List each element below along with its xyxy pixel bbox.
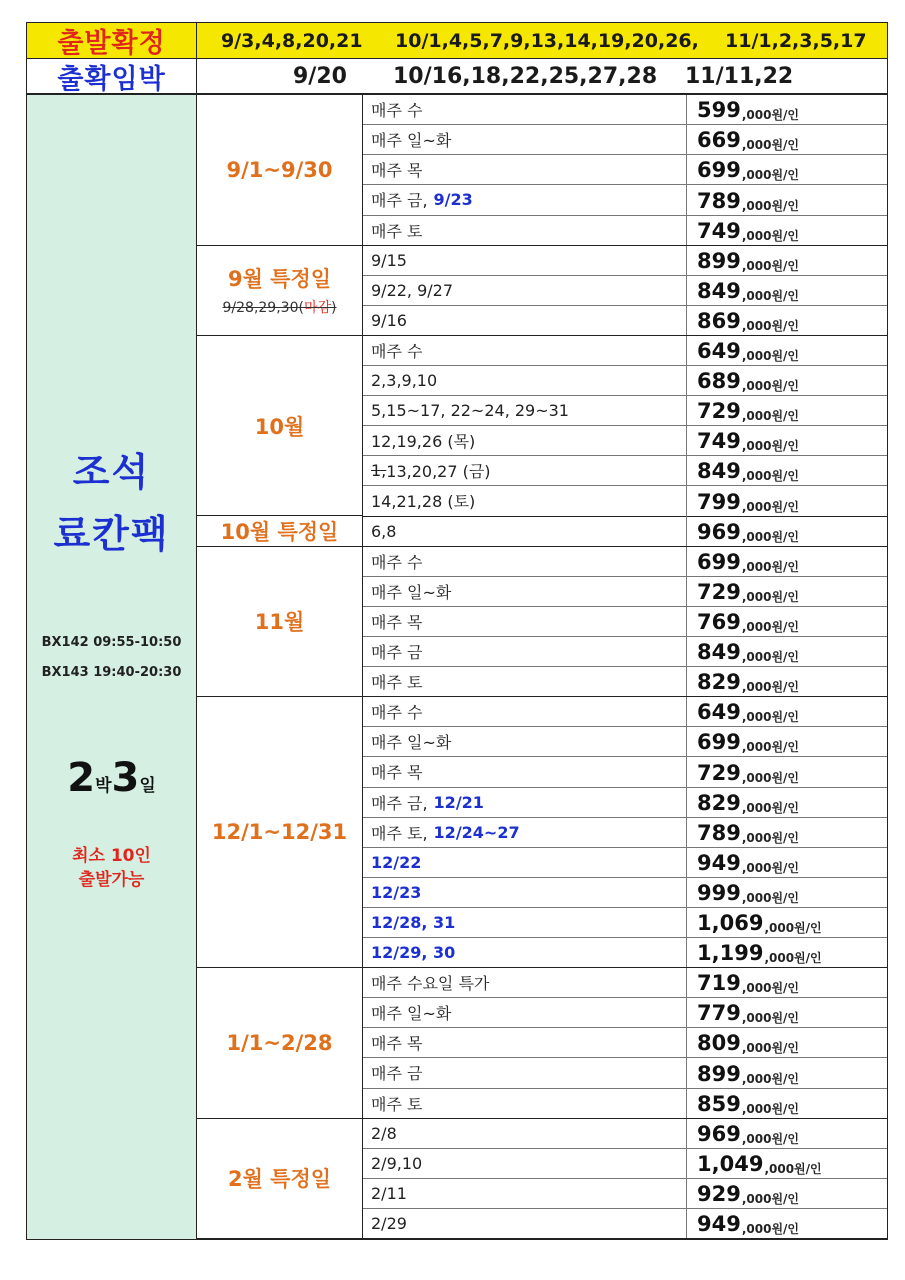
row-date-label xyxy=(363,1028,687,1057)
price-unit: ,000원/인 xyxy=(741,559,800,574)
price-unit: ,000원/인 xyxy=(741,1101,800,1116)
price-value: 719 xyxy=(697,971,741,996)
date-text: 2/8 xyxy=(371,1123,397,1143)
date-text: 매주 수 xyxy=(371,703,423,723)
price-value: 899 xyxy=(697,248,741,273)
price-row xyxy=(363,1088,887,1118)
row-price xyxy=(697,95,799,124)
date-text: 5,15~17, 22~24, 29~31 xyxy=(371,401,569,421)
outbound-flight: BX142 09:55-10:50 xyxy=(41,635,182,650)
row-price xyxy=(697,938,822,967)
price-unit: ,000원/인 xyxy=(741,258,800,273)
row-date-label xyxy=(363,818,687,847)
row-price xyxy=(697,757,799,786)
price-unit: ,000원/인 xyxy=(741,740,800,755)
price-row xyxy=(363,1179,887,1209)
row-price xyxy=(697,667,799,696)
price-unit: ,000원/인 xyxy=(741,981,800,996)
price-row xyxy=(363,306,887,336)
row-date-label xyxy=(363,276,687,305)
date-text: 매주 목 xyxy=(371,612,423,632)
row-price xyxy=(697,185,799,214)
row-date-label xyxy=(363,125,687,154)
price-row xyxy=(363,637,887,667)
imminent-dates-sep: 9/20 xyxy=(293,63,347,89)
period-block xyxy=(197,697,363,968)
row-date-label xyxy=(363,366,687,395)
price-unit: ,000원/인 xyxy=(764,921,822,936)
special-date: 12/29, 30 xyxy=(371,943,456,963)
price-unit: ,000원/인 xyxy=(741,1222,800,1237)
min-people-note-2: 출발가능 xyxy=(78,870,145,890)
price-value: 749 xyxy=(697,429,741,454)
row-date-label xyxy=(363,215,687,244)
row-price xyxy=(697,366,799,395)
price-value: 729 xyxy=(697,399,741,424)
price-value: 809 xyxy=(697,1031,741,1056)
price-row xyxy=(363,1028,887,1058)
price-value: 789 xyxy=(697,188,741,213)
days-unit: 일 xyxy=(139,776,156,796)
date-text: 2,3,9,10 xyxy=(371,371,438,391)
row-date-label xyxy=(363,1179,687,1208)
date-text: 매주 수 xyxy=(371,552,423,572)
row-price xyxy=(697,246,799,275)
price-row xyxy=(363,125,887,155)
row-date-label xyxy=(363,697,687,726)
date-text: 2/9,10 xyxy=(371,1153,423,1173)
price-unit: ,000원/인 xyxy=(741,770,800,785)
row-price xyxy=(697,1179,799,1208)
row-date-label xyxy=(363,547,687,576)
nights-unit: 박 xyxy=(95,776,112,796)
price-value: 1,049 xyxy=(697,1151,764,1176)
price-value: 869 xyxy=(697,308,741,333)
row-date-label xyxy=(363,306,687,335)
price-value: 969 xyxy=(697,519,741,544)
row-price xyxy=(697,276,799,305)
price-value: 729 xyxy=(697,760,741,785)
row-price xyxy=(697,396,799,425)
row-price xyxy=(697,968,799,997)
row-price xyxy=(697,607,799,636)
price-row xyxy=(363,697,887,727)
row-date-label xyxy=(363,607,687,636)
row-price xyxy=(697,818,799,847)
date-text: 매주 수 xyxy=(371,341,423,361)
price-row xyxy=(363,818,887,848)
price-row xyxy=(363,276,887,306)
date-text: 12,19,26 (목) xyxy=(371,432,476,452)
price-row xyxy=(363,396,887,426)
price-value: 849 xyxy=(697,640,741,665)
period-label: 2월 특정일 xyxy=(227,1167,332,1192)
date-text: 2/11 xyxy=(371,1183,407,1203)
price-row xyxy=(363,1209,887,1239)
row-date-label xyxy=(363,516,687,545)
price-row xyxy=(363,878,887,908)
price-row xyxy=(363,968,887,998)
period-column xyxy=(197,95,363,1239)
confirmed-departure-row xyxy=(27,23,887,59)
row-date-label xyxy=(363,1088,687,1117)
row-date-label xyxy=(363,577,687,606)
nights-number: 2 xyxy=(67,755,96,801)
price-unit: ,000원/인 xyxy=(764,1161,822,1176)
note-dates: 9/28,29,30( xyxy=(222,300,304,317)
price-unit: ,000원/인 xyxy=(741,890,800,905)
row-date-label xyxy=(363,727,687,756)
imminent-departure-row xyxy=(27,59,887,95)
price-value: 689 xyxy=(697,369,741,394)
row-date-label xyxy=(363,968,687,997)
price-row xyxy=(363,336,887,366)
price-unit: ,000원/인 xyxy=(741,349,800,364)
period-label: 9월 특정일 xyxy=(227,267,332,292)
row-price xyxy=(697,306,799,335)
row-date-label xyxy=(363,456,687,485)
row-price xyxy=(697,1119,799,1148)
price-value: 699 xyxy=(697,549,741,574)
row-date-label xyxy=(363,878,687,907)
note-end: ) xyxy=(331,300,337,317)
price-unit: ,000원/인 xyxy=(741,138,800,153)
price-row xyxy=(363,998,887,1028)
price-value: 789 xyxy=(697,820,741,845)
price-row xyxy=(363,727,887,757)
period-label: 10월 특정일 xyxy=(220,520,339,545)
date-text: 매주 일~화 xyxy=(371,131,452,151)
price-unit: ,000원/인 xyxy=(741,318,800,333)
special-date: 12/21 xyxy=(433,792,484,812)
date-text: 14,21,28 (토) xyxy=(371,492,476,512)
price-unit: ,000원/인 xyxy=(741,830,800,845)
price-unit: ,000원/인 xyxy=(741,529,800,544)
date-text: 매주 목 xyxy=(371,161,423,181)
price-unit: ,000원/인 xyxy=(764,951,822,966)
period-block xyxy=(197,968,363,1119)
date-text: 매주 수 xyxy=(371,101,423,121)
price-value: 699 xyxy=(697,158,741,183)
row-date-label xyxy=(363,1119,687,1148)
min-people-note: 최소 10인 xyxy=(72,846,151,866)
row-price xyxy=(697,456,799,485)
period-block xyxy=(197,246,363,336)
price-unit: ,000원/인 xyxy=(741,499,800,514)
product-name-line1: 조석 xyxy=(72,450,151,494)
date-text: 9/16 xyxy=(371,310,407,330)
price-unit: ,000원/인 xyxy=(741,1131,800,1146)
price-value: 999 xyxy=(697,880,741,905)
price-unit: ,000원/인 xyxy=(741,710,800,725)
sold-out-mark: 마감 xyxy=(303,300,332,317)
date-text: 6,8 xyxy=(371,521,397,541)
date-text: 매주 목 xyxy=(371,763,423,783)
row-date-label xyxy=(363,426,687,455)
period-label: 9/1~9/30 xyxy=(226,157,333,182)
date-text: 매주 토 xyxy=(371,1094,423,1114)
price-unit: ,000원/인 xyxy=(741,108,800,123)
price-row xyxy=(363,547,887,577)
price-value: 669 xyxy=(697,128,741,153)
imminent-dates-nov: 11/11,22 xyxy=(685,63,794,89)
price-value: 849 xyxy=(697,278,741,303)
confirmed-dates-nov: 11/1,2,3,5,17 xyxy=(725,29,867,52)
row-price xyxy=(697,787,799,816)
price-unit: ,000원/인 xyxy=(741,860,800,875)
price-unit: ,000원/인 xyxy=(741,228,800,243)
row-date-label xyxy=(363,998,687,1027)
price-row xyxy=(363,787,887,817)
price-unit: ,000원/인 xyxy=(741,288,800,303)
period-block xyxy=(197,547,363,698)
price-value: 779 xyxy=(697,1001,741,1026)
price-value: 969 xyxy=(697,1121,741,1146)
row-price xyxy=(697,998,799,1027)
price-row xyxy=(363,757,887,787)
period-label: 11월 xyxy=(254,610,305,635)
row-date-label xyxy=(363,1149,687,1178)
date-text: 13,20,27 (금) xyxy=(386,462,491,482)
trip-duration xyxy=(27,755,196,801)
price-row xyxy=(363,246,887,276)
special-date: 12/23 xyxy=(371,882,422,902)
price-unit: ,000원/인 xyxy=(741,680,800,695)
row-date-label xyxy=(363,938,687,967)
price-row xyxy=(363,456,887,486)
row-price xyxy=(697,516,799,545)
price-row xyxy=(363,938,887,968)
price-unit: ,000원/인 xyxy=(741,168,800,183)
row-price xyxy=(697,547,799,576)
price-value: 929 xyxy=(697,1181,741,1206)
price-value: 1,199 xyxy=(697,941,764,966)
price-row xyxy=(363,1119,887,1149)
product-info-column xyxy=(27,95,197,1239)
price-unit: ,000원/인 xyxy=(741,800,800,815)
special-date: 12/28, 31 xyxy=(371,912,456,932)
row-price xyxy=(697,878,799,907)
row-date-label xyxy=(363,787,687,816)
row-date-label xyxy=(363,486,687,515)
date-text: 매주 일~화 xyxy=(371,582,452,602)
row-date-label xyxy=(363,1209,687,1238)
price-value: 949 xyxy=(697,850,741,875)
row-price xyxy=(697,1088,799,1117)
price-row xyxy=(363,607,887,637)
confirmed-dates-sep: 9/3,4,8,20,21 xyxy=(221,29,363,52)
price-value: 829 xyxy=(697,790,741,815)
row-date-label xyxy=(363,155,687,184)
row-date-label xyxy=(363,667,687,696)
period-label: 10월 xyxy=(254,414,305,439)
row-date-label xyxy=(363,95,687,124)
row-date-label xyxy=(363,336,687,365)
price-row xyxy=(363,848,887,878)
date-text: 매주 금, xyxy=(371,793,428,813)
row-date-label xyxy=(363,757,687,786)
price-row xyxy=(363,486,887,516)
price-row xyxy=(363,516,887,546)
period-block xyxy=(197,1119,363,1239)
price-row xyxy=(363,1058,887,1088)
price-unit: ,000원/인 xyxy=(741,589,800,604)
price-value: 649 xyxy=(697,339,741,364)
row-price xyxy=(697,1149,822,1178)
price-unit: ,000원/인 xyxy=(741,1071,800,1086)
price-value: 849 xyxy=(697,459,741,484)
price-value: 829 xyxy=(697,670,741,695)
date-text: 매주 토 xyxy=(371,673,423,693)
row-date-label xyxy=(363,185,687,214)
row-date-label xyxy=(363,908,687,937)
cancelled-date: 1, xyxy=(371,461,387,481)
date-text: 매주 수요일 특가 xyxy=(371,974,490,994)
row-price xyxy=(697,426,799,455)
period-note xyxy=(223,297,337,317)
price-row xyxy=(363,185,887,215)
product-name-line2: 료칸팩 xyxy=(53,512,170,556)
date-text: 9/22, 9/27 xyxy=(371,280,454,300)
row-price xyxy=(697,637,799,666)
price-value: 699 xyxy=(697,730,741,755)
price-unit: ,000원/인 xyxy=(741,619,800,634)
price-table xyxy=(26,22,888,1240)
period-block xyxy=(197,336,363,517)
price-rows xyxy=(363,95,887,1239)
row-price xyxy=(697,848,799,877)
date-text: 9/15 xyxy=(371,250,407,270)
price-row xyxy=(363,155,887,185)
row-price xyxy=(697,727,799,756)
price-value: 859 xyxy=(697,1091,741,1116)
row-price xyxy=(697,215,799,244)
row-price xyxy=(697,577,799,606)
special-date: 12/24~27 xyxy=(433,822,520,842)
price-unit: ,000원/인 xyxy=(741,379,800,394)
row-price xyxy=(697,908,822,937)
row-price xyxy=(697,697,799,726)
price-unit: ,000원/인 xyxy=(741,469,800,484)
price-unit: ,000원/인 xyxy=(741,1041,800,1056)
row-price xyxy=(697,1209,799,1238)
price-row xyxy=(363,366,887,396)
price-value: 729 xyxy=(697,579,741,604)
row-date-label xyxy=(363,396,687,425)
period-label: 12/1~12/31 xyxy=(211,820,348,845)
row-price xyxy=(697,336,799,365)
period-label: 1/1~2/28 xyxy=(226,1030,333,1055)
price-row xyxy=(363,577,887,607)
date-text: 매주 금 xyxy=(371,1064,423,1084)
row-date-label xyxy=(363,848,687,877)
date-text: 매주 일~화 xyxy=(371,1004,452,1024)
row-price xyxy=(697,1058,799,1087)
row-date-label xyxy=(363,637,687,666)
confirmed-departure-label: 출발확정 xyxy=(27,23,197,58)
price-value: 1,069 xyxy=(697,911,764,936)
date-text: 매주 목 xyxy=(371,1034,423,1054)
row-date-label xyxy=(363,246,687,275)
price-unit: ,000원/인 xyxy=(741,198,800,213)
price-row xyxy=(363,908,887,938)
price-value: 599 xyxy=(697,98,741,123)
row-date-label xyxy=(363,1058,687,1087)
special-date: 9/23 xyxy=(433,190,473,210)
price-value: 799 xyxy=(697,489,741,514)
return-flight: BX143 19:40-20:30 xyxy=(41,665,182,680)
row-price xyxy=(697,486,799,515)
date-text: 매주 토, xyxy=(371,823,428,843)
price-value: 769 xyxy=(697,609,741,634)
confirmed-dates-oct: 10/1,4,5,7,9,13,14,19,20,26, xyxy=(395,29,699,52)
price-value: 749 xyxy=(697,218,741,243)
price-value: 649 xyxy=(697,700,741,725)
imminent-departure-label: 출확임박 xyxy=(27,59,197,93)
date-text: 매주 금 xyxy=(371,642,423,662)
price-unit: ,000원/인 xyxy=(741,650,800,665)
date-text: 2/29 xyxy=(371,1213,407,1233)
date-text: 매주 금, xyxy=(371,191,428,211)
price-unit: ,000원/인 xyxy=(741,409,800,424)
row-price xyxy=(697,1028,799,1057)
imminent-dates-oct: 10/16,18,22,25,27,28 xyxy=(393,63,658,89)
price-value: 949 xyxy=(697,1212,741,1237)
period-block xyxy=(197,95,363,246)
price-row xyxy=(363,426,887,456)
period-block xyxy=(197,516,363,546)
price-unit: ,000원/인 xyxy=(741,439,800,454)
date-text: 매주 토 xyxy=(371,221,423,241)
date-text: 매주 일~화 xyxy=(371,733,452,753)
price-row xyxy=(363,1149,887,1179)
row-price xyxy=(697,155,799,184)
price-unit: ,000원/인 xyxy=(741,1011,800,1026)
special-date: 12/22 xyxy=(371,852,422,872)
days-number: 3 xyxy=(111,755,140,801)
price-value: 899 xyxy=(697,1061,741,1086)
price-unit: ,000원/인 xyxy=(741,1191,800,1206)
price-row xyxy=(363,215,887,245)
row-price xyxy=(697,125,799,154)
price-row xyxy=(363,667,887,697)
price-row xyxy=(363,95,887,125)
